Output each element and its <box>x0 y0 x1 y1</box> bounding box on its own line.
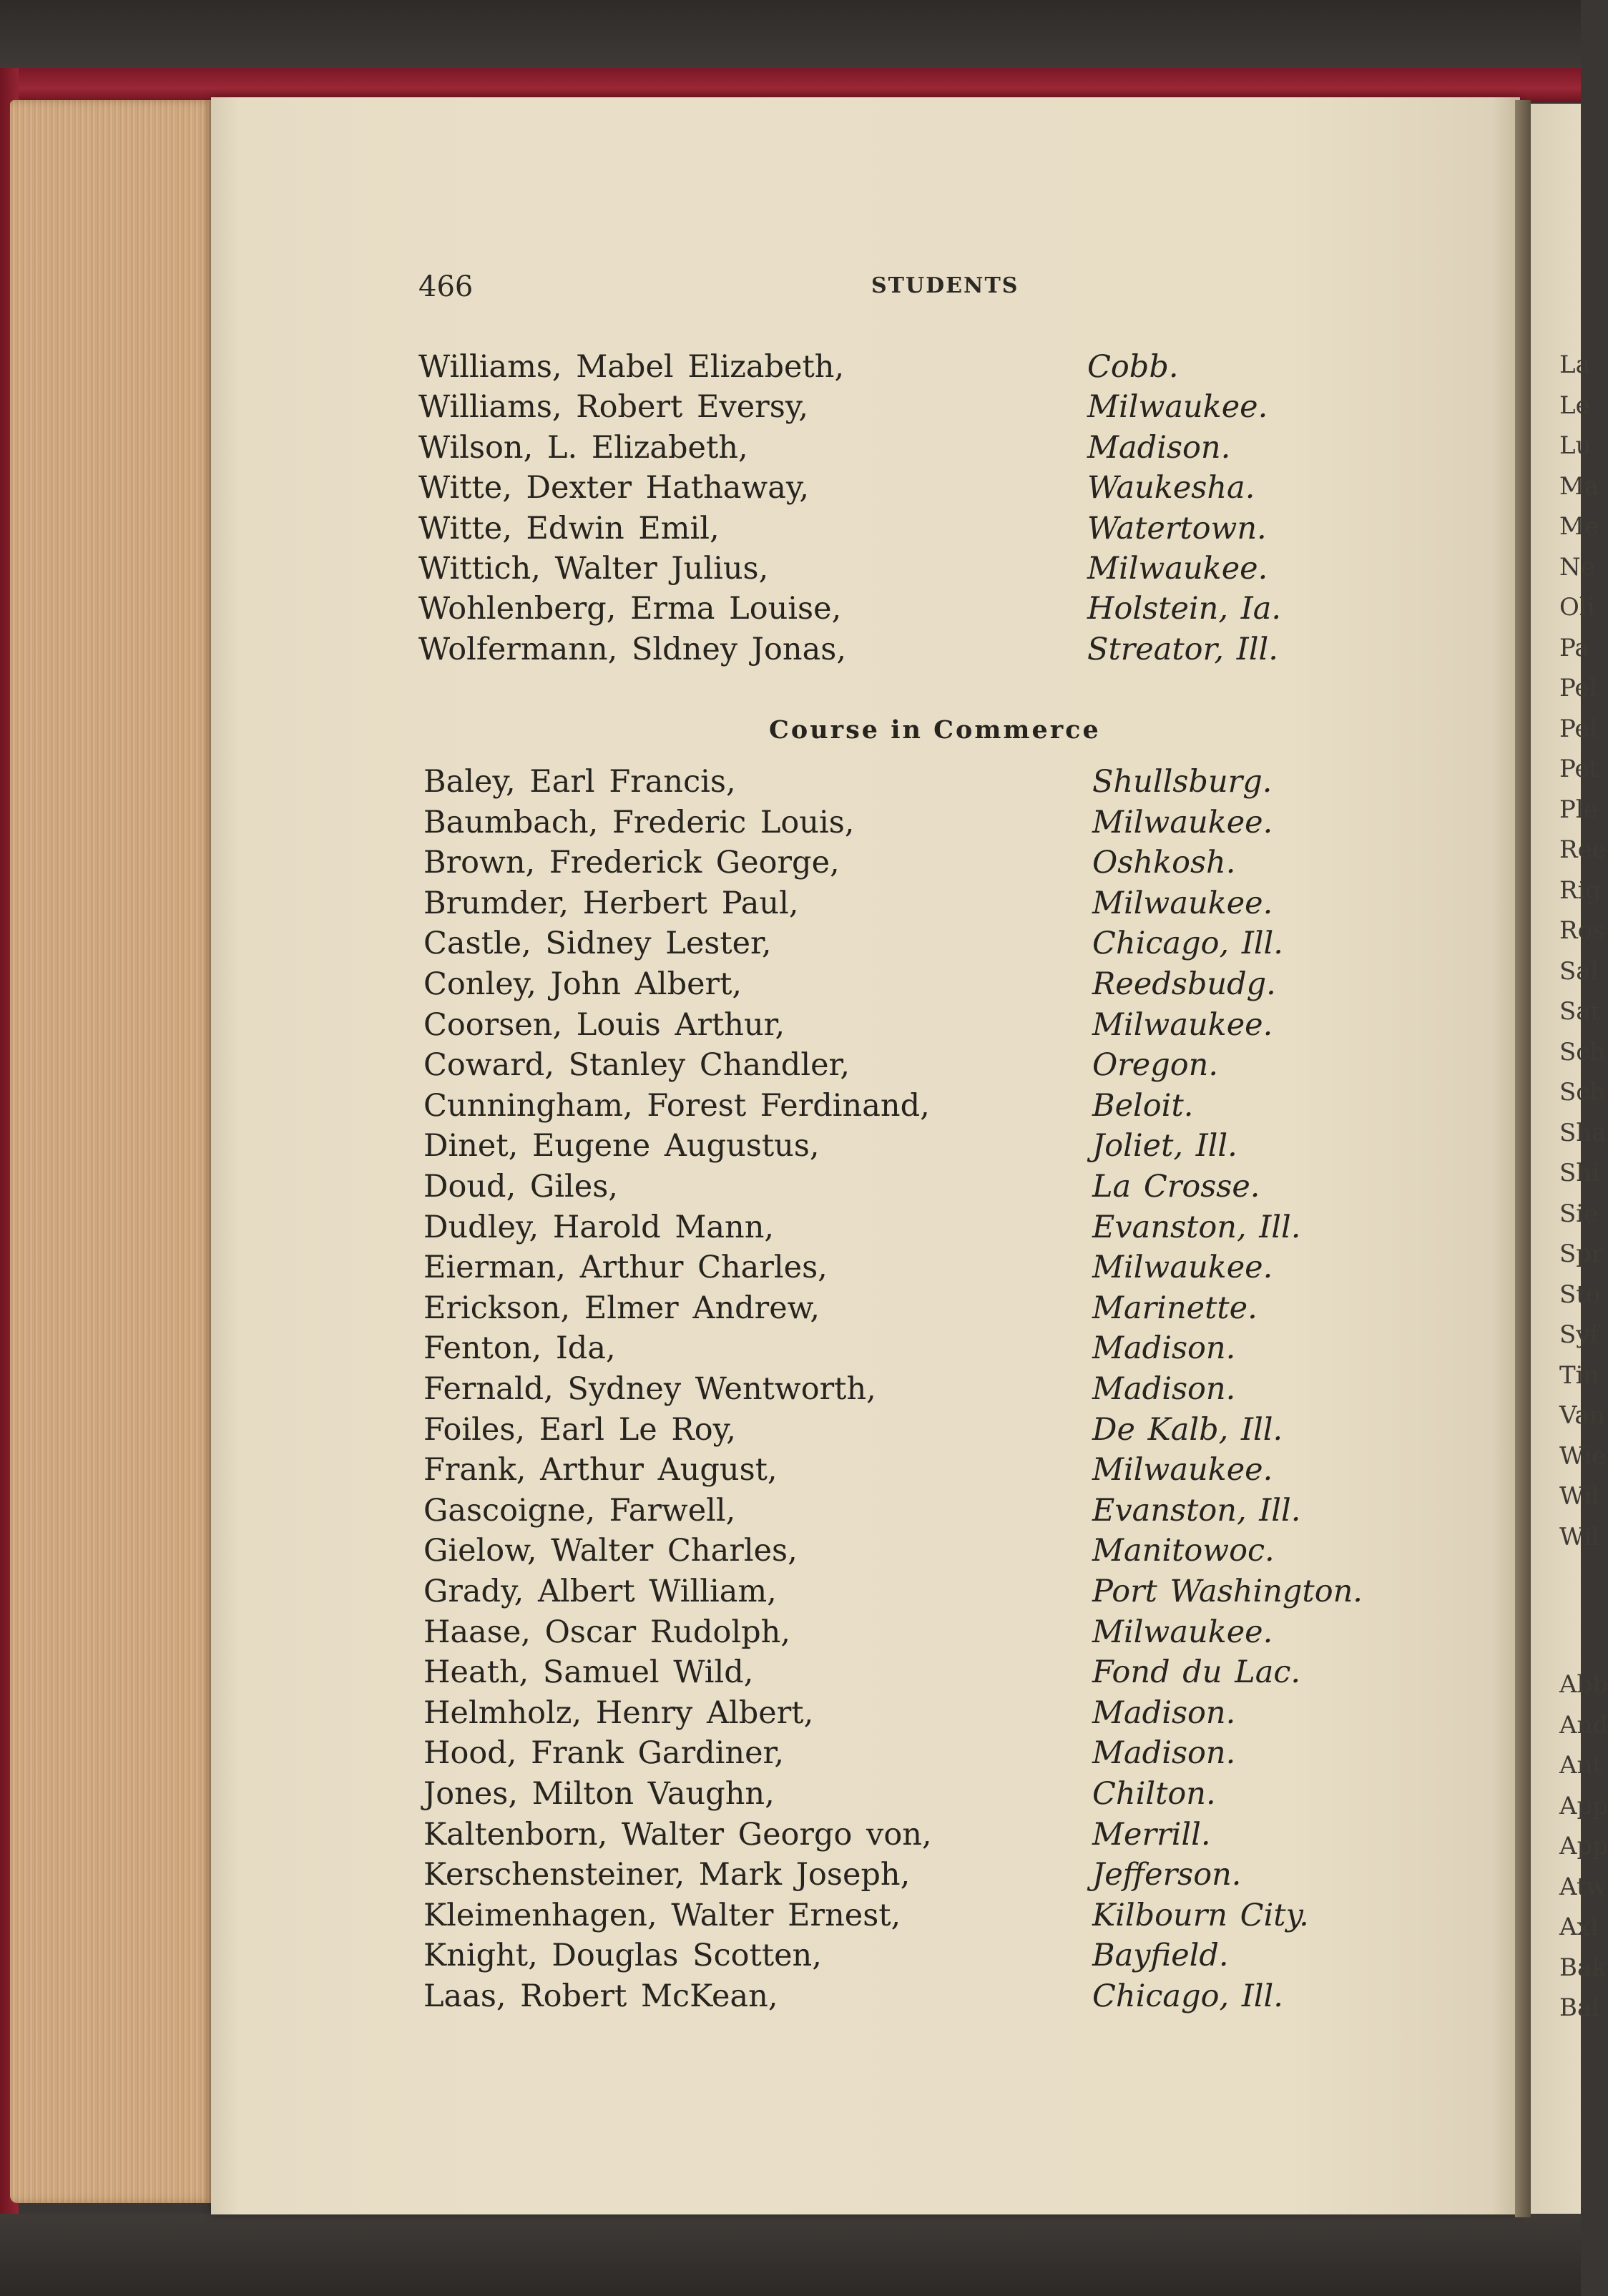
student-entry <box>423 1088 1425 1128</box>
student-hometown: Madison. <box>1092 1735 1236 1772</box>
student-name: Wittich, Walter Julius, <box>418 551 769 587</box>
student-entry <box>423 764 1425 804</box>
facing-page-fragment: Me <box>1559 512 1599 541</box>
student-hometown: Bayfield. <box>1092 1938 1229 1974</box>
student-name: Gascoigne, Farwell, <box>423 1492 736 1529</box>
student-entry <box>423 885 1425 926</box>
student-hometown: Chicago, Ill. <box>1092 1978 1283 2014</box>
student-name: Haase, Oscar Rudolph, <box>423 1614 791 1650</box>
student-hometown: Oshkosh. <box>1092 845 1236 881</box>
student-entry <box>423 1735 1425 1775</box>
facing-page-fragment: Spr <box>1559 1240 1604 1268</box>
student-hometown: Joliet, Ill. <box>1092 1128 1237 1164</box>
student-name: Doud, Giles, <box>423 1169 618 1205</box>
student-entry <box>423 1574 1425 1614</box>
student-name: Grady, Albert William, <box>423 1574 777 1609</box>
student-hometown: Milwaukee. <box>1092 1452 1273 1488</box>
student-hometown: Evanston, Ill. <box>1092 1492 1301 1529</box>
student-hometown: Holstein, Ia. <box>1087 591 1282 627</box>
student-name: Frank, Arthur August, <box>423 1452 778 1488</box>
facing-page-fragment: Pel <box>1559 674 1597 702</box>
student-name: Kaltenborn, Walter Georgo von, <box>423 1816 932 1853</box>
student-entry <box>423 1695 1425 1735</box>
student-entry <box>423 1938 1425 1978</box>
student-name: Hood, Frank Gardiner, <box>423 1735 785 1772</box>
student-hometown: Beloit. <box>1092 1087 1194 1124</box>
student-name: Eierman, Arthur Charles, <box>423 1250 828 1286</box>
scanner-background-top <box>0 0 1581 79</box>
student-hometown: Milwaukee. <box>1092 1250 1273 1286</box>
student-name: Gielow, Walter Charles, <box>423 1533 798 1569</box>
student-hometown: Milwaukee. <box>1092 1006 1273 1043</box>
student-hometown: Marinette. <box>1092 1290 1258 1326</box>
student-hometown: Milwaukee. <box>1092 804 1273 840</box>
student-entry <box>423 1533 1425 1573</box>
facing-page-fragment: Abb <box>1559 1670 1608 1699</box>
student-hometown: Milwaukee. <box>1092 1614 1273 1650</box>
student-name: Fernald, Sydney Wentworth, <box>423 1371 876 1407</box>
student-hometown: Evanston, Ill. <box>1092 1209 1301 1245</box>
student-name: Dudley, Harold Mann, <box>423 1209 775 1245</box>
student-name: Cunningham, Forest Ferdinand, <box>423 1087 930 1124</box>
student-name: Dinet, Eugene Augustus, <box>423 1128 820 1164</box>
facing-page-fragment: Bal <box>1559 1993 1600 2022</box>
student-name: Conley, John Albert, <box>423 966 742 1002</box>
facing-page-fragment: Sie <box>1559 1199 1599 1228</box>
section-heading: Course in Commerce <box>769 715 1101 745</box>
student-hometown: Milwaukee. <box>1087 389 1268 426</box>
student-hometown: Cobb. <box>1087 349 1179 385</box>
facing-page-fragment: Oli <box>1559 593 1595 622</box>
student-name: Baley, Earl Francis, <box>423 764 736 800</box>
facing-page-fragment: Pet <box>1559 755 1599 783</box>
student-hometown: Kilbourn City. <box>1092 1897 1309 1933</box>
facing-page-fragment: Shi <box>1559 1159 1600 1187</box>
page-number: 466 <box>418 270 474 303</box>
student-entry <box>418 511 1420 551</box>
student-entry <box>418 632 1420 672</box>
student-entry <box>423 1128 1425 1168</box>
student-entry <box>418 551 1420 591</box>
facing-page-fragment: Sat <box>1559 997 1601 1026</box>
student-entry <box>423 1857 1425 1897</box>
facing-page-fragment: And <box>1559 1710 1608 1740</box>
facing-page-fragment: Ne <box>1559 552 1595 582</box>
student-entry <box>423 1978 1425 2018</box>
student-entry <box>423 1776 1425 1816</box>
student-name: Coward, Stanley Chandler, <box>423 1047 850 1084</box>
student-name: Brumder, Herbert Paul, <box>423 885 799 921</box>
student-name: Wolfermann, Sldney Jonas, <box>418 631 847 667</box>
student-entry <box>423 805 1425 845</box>
facing-page-fragment: Ant <box>1559 1751 1603 1780</box>
facing-page-fragment: Wil <box>1559 1482 1600 1511</box>
facing-page-fragment: Van <box>1559 1401 1605 1430</box>
student-entry <box>423 1330 1425 1370</box>
student-entry <box>423 966 1425 1006</box>
student-hometown: Milwaukee. <box>1087 551 1268 587</box>
student-entry <box>423 1210 1425 1250</box>
facing-page-fragment: Pel <box>1559 714 1597 743</box>
student-hometown: Manitowoc. <box>1092 1533 1275 1569</box>
student-hometown: Chilton. <box>1092 1776 1216 1812</box>
student-hometown: Fond du Lac. <box>1092 1654 1301 1691</box>
facing-page-fragment: Syf <box>1559 1320 1599 1349</box>
student-entry <box>418 591 1420 631</box>
book-gutter <box>1515 100 1531 2217</box>
student-name: Williams, Mabel Elizabeth, <box>418 349 845 385</box>
student-hometown: Oregon. <box>1092 1047 1219 1084</box>
student-name: Knight, Douglas Scotten, <box>423 1938 822 1974</box>
facing-page-fragment: Rig <box>1559 875 1602 905</box>
running-title: STUDENTS <box>871 273 1019 298</box>
student-entry <box>423 1047 1425 1087</box>
facing-page-fragment: Ple <box>1559 795 1598 824</box>
facing-page-fragment: La <box>1559 350 1590 379</box>
student-hometown: Madison. <box>1092 1694 1236 1731</box>
facing-page-fragment: Lu <box>1559 431 1592 460</box>
student-hometown: Port Washington. <box>1092 1574 1363 1609</box>
student-entry <box>423 1654 1425 1694</box>
student-name: Baumbach, Frederic Louis, <box>423 804 855 840</box>
student-entry <box>423 1898 1425 1938</box>
student-name: Kleimenhagen, Walter Ernest, <box>423 1897 901 1933</box>
student-hometown: Madison. <box>1092 1371 1236 1407</box>
student-hometown: Chicago, Ill. <box>1092 926 1283 962</box>
student-entry <box>423 845 1425 885</box>
student-hometown: Streator, Ill. <box>1087 631 1278 667</box>
student-hometown: Milwaukee. <box>1092 885 1273 921</box>
student-name: Laas, Robert McKean, <box>423 1978 778 2014</box>
facing-page-fragment: Tin <box>1559 1360 1599 1390</box>
student-entry <box>423 1817 1425 1857</box>
facing-page-fragment: Pa <box>1559 633 1589 662</box>
student-entry <box>423 1493 1425 1533</box>
facing-page-fragment: Le <box>1559 391 1590 420</box>
student-name: Castle, Sidney Lester, <box>423 926 772 962</box>
facing-page-edge <box>1531 104 1608 2214</box>
student-name: Brown, Frederick George, <box>423 845 840 881</box>
student-entry <box>423 1452 1425 1492</box>
facing-page-fragment: App <box>1559 1832 1608 1860</box>
student-hometown: Jefferson. <box>1092 1857 1242 1893</box>
student-name: Fenton, Ida, <box>423 1330 616 1367</box>
student-entry <box>418 470 1420 510</box>
student-entry <box>418 389 1420 429</box>
facing-page-fragment: Sha <box>1559 1118 1607 1147</box>
student-entry <box>423 1290 1425 1330</box>
student-name: Jones, Milton Vaughn, <box>423 1776 775 1812</box>
student-entry <box>423 1412 1425 1452</box>
student-name: Wilson, L. Elizabeth, <box>418 429 748 466</box>
student-entry <box>423 926 1425 966</box>
facing-page-fragment: Sch <box>1559 1078 1606 1107</box>
facing-page-fragment: Sal <box>1559 956 1599 986</box>
student-entry <box>423 1250 1425 1290</box>
student-name: Heath, Samuel Wild, <box>423 1654 754 1691</box>
student-hometown: Shullsburg. <box>1092 764 1273 800</box>
student-entry <box>423 1614 1425 1654</box>
student-hometown: Watertown. <box>1087 510 1267 546</box>
page-block-edges <box>10 100 214 2203</box>
student-entry <box>423 1169 1425 1209</box>
facing-page-fragment: Wil <box>1559 1522 1600 1551</box>
facing-page-fragment: Wie <box>1559 1441 1607 1471</box>
facing-page-fragment: Ma <box>1559 471 1599 501</box>
scanner-background-bottom <box>0 2214 1581 2296</box>
student-name: Witte, Edwin Emil, <box>418 510 720 546</box>
facing-page-fragment: Bak <box>1559 1953 1607 1982</box>
student-entry <box>418 430 1420 470</box>
facing-page-fragment: Sch <box>1559 1037 1606 1066</box>
student-hometown: La Crosse. <box>1092 1169 1260 1205</box>
student-name: Williams, Robert Eversy, <box>418 389 809 426</box>
student-entry <box>423 1007 1425 1047</box>
student-name: Kerschensteiner, Mark Joseph, <box>423 1857 911 1893</box>
student-name: Erickson, Elmer Andrew, <box>423 1290 820 1326</box>
student-name: Wohlenberg, Erma Louise, <box>418 591 842 627</box>
student-hometown: Madison. <box>1092 1330 1236 1367</box>
facing-page-fragment: Ree <box>1559 835 1607 864</box>
student-name: Coorsen, Louis Arthur, <box>423 1006 785 1043</box>
facing-page-fragment: Atw <box>1559 1872 1607 1901</box>
student-hometown: De Kalb, Ill. <box>1092 1411 1283 1448</box>
facing-page-fragment: Axl <box>1559 1913 1599 1941</box>
student-name: Helmholz, Henry Albert, <box>423 1694 814 1731</box>
student-hometown: Reedsbudg. <box>1092 966 1276 1002</box>
facing-page-fragment: App <box>1559 1791 1608 1820</box>
facing-page-fragment: Sto <box>1559 1280 1601 1309</box>
facing-page-fragment: Ros <box>1559 916 1605 945</box>
student-hometown: Merrill. <box>1092 1816 1211 1853</box>
student-entry <box>423 1371 1425 1411</box>
student-name: Foiles, Earl Le Roy, <box>423 1411 736 1448</box>
student-hometown: Waukesha. <box>1087 470 1255 506</box>
student-entry <box>418 349 1420 389</box>
student-name: Witte, Dexter Hathaway, <box>418 470 810 506</box>
student-hometown: Madison. <box>1087 429 1231 466</box>
